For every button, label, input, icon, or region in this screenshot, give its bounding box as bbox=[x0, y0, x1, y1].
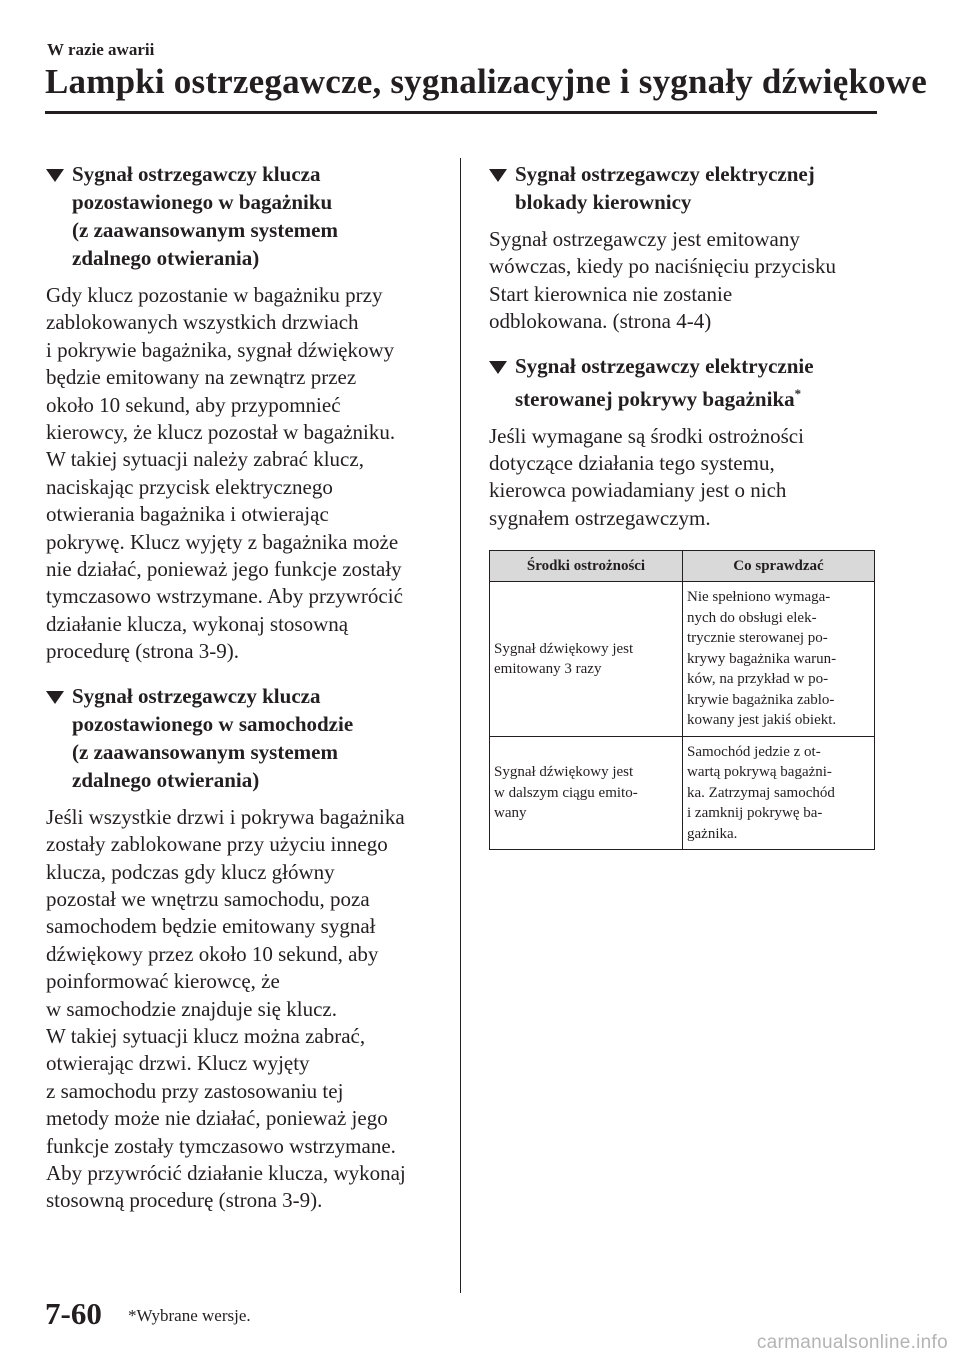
table-cell bbox=[490, 582, 683, 737]
cell-line: wartą pokrywą bagażni- bbox=[687, 764, 832, 781]
cell-line: Sygnał dźwiękowy jest bbox=[494, 764, 634, 781]
text-line: naciskając przycisk elektrycznego bbox=[46, 474, 333, 499]
text-line: dotyczące działania tego systemu, bbox=[489, 451, 775, 476]
cell-line: nych do obsługi elek- bbox=[687, 609, 817, 626]
text-line: Jeśli wszystkie drzwi i pokrywa bagażnika bbox=[46, 804, 405, 829]
heading-line: (z zaawansowanym systemem bbox=[72, 739, 338, 764]
cell-line: w dalszym ciągu emito- bbox=[494, 784, 638, 801]
table-row bbox=[490, 582, 875, 737]
cell-line: ków, na przykład w po- bbox=[687, 671, 829, 688]
text-line: pokrywę. Klucz wyjęty z bagażnika może bbox=[46, 529, 399, 554]
heading-power-liftgate bbox=[489, 352, 879, 413]
text-line: stosowną procedurę (strona 3-9). bbox=[46, 1188, 323, 1213]
text-line: kierowcy, że klucz pozostał w bagażniku. bbox=[46, 420, 396, 445]
heading-key-in-vehicle bbox=[46, 682, 441, 794]
paragraph-key-in-vehicle bbox=[46, 804, 441, 1215]
heading-line: Sygnał ostrzegawczy klucza bbox=[72, 162, 321, 186]
text-line: W takiej sytuacji klucz można zabrać, bbox=[46, 1023, 366, 1048]
text-line: Aby przywrócić działanie klucza, wykonaj bbox=[46, 1160, 406, 1185]
text-line: otwierania bagażnika i otwierając bbox=[46, 502, 329, 527]
page-number: 7-60 bbox=[45, 1296, 102, 1331]
text-line: będzie emitowany na zewnątrz przez bbox=[46, 365, 357, 390]
text-line: wówczas, kiedy po naciśnięciu przycisku bbox=[489, 254, 836, 279]
footnote: *Wybrane wersje. bbox=[128, 1306, 251, 1325]
heading-line: (z zaawansowanym systemem bbox=[72, 218, 338, 242]
table-row bbox=[490, 736, 875, 850]
text-line: Gdy klucz pozostanie w bagażniku przy bbox=[46, 283, 383, 307]
text-line: działanie klucza, wykonaj stosowną bbox=[46, 611, 349, 636]
column-header: Środki ostrożności bbox=[490, 551, 683, 582]
title-rule bbox=[45, 111, 877, 114]
heading-line: zdalnego otwierania) bbox=[72, 767, 260, 792]
text-line: w samochodzie znajduje się klucz. bbox=[46, 996, 337, 1021]
heading-line bbox=[515, 380, 879, 413]
text-line: tymczasowo wstrzymane. Aby przywrócić bbox=[46, 584, 403, 609]
cell-line: gażnika. bbox=[687, 825, 738, 842]
triangle-bullet-icon bbox=[46, 169, 64, 182]
table-cell bbox=[683, 582, 875, 737]
heading-line-text: sterowanej pokrywy bagażnika bbox=[515, 386, 795, 411]
section-label: W razie awarii bbox=[47, 40, 155, 59]
column-divider bbox=[460, 158, 461, 1293]
text-line: około 10 sekund, aby przypomnieć bbox=[46, 392, 341, 417]
text-line: zablokowanych wszystkich drzwiach bbox=[46, 310, 359, 335]
watermark: carmanualsonline.info bbox=[756, 1332, 948, 1353]
cell-line: emitowany 3 razy bbox=[494, 661, 602, 677]
text-line: metody może nie działać, ponieważ jego bbox=[46, 1106, 388, 1131]
cell-line: wany bbox=[494, 805, 527, 822]
left-column bbox=[46, 160, 441, 1215]
table-cell bbox=[490, 736, 683, 850]
text-line: procedurę (strona 3-9). bbox=[46, 639, 239, 664]
triangle-bullet-icon bbox=[489, 169, 507, 182]
heading-line: pozostawionego w bagażniku bbox=[72, 190, 333, 214]
paragraph-power-liftgate bbox=[489, 423, 879, 533]
heading-line: pozostawionego w samochodzie bbox=[72, 711, 354, 736]
precautions-table bbox=[489, 550, 875, 850]
text-line: dźwiękowy przez około 10 sekund, aby bbox=[46, 941, 379, 966]
text-line: Sygnał ostrzegawczy jest emitowany bbox=[489, 227, 800, 251]
text-line: nie działać, ponieważ jego funkcje zostały bbox=[46, 557, 402, 582]
cell-line: ka. Zatrzymaj samochód bbox=[687, 784, 835, 801]
heading-steering-lock bbox=[489, 160, 879, 216]
heading-line: zdalnego otwierania) bbox=[72, 246, 260, 270]
text-line: otwierając drzwi. Klucz wyjęty bbox=[46, 1051, 310, 1076]
cell-line: i zamknij pokrywę ba- bbox=[687, 805, 823, 822]
heading-line: Sygnał ostrzegawczy elektrycznie bbox=[515, 353, 814, 378]
heading-line: Sygnał ostrzegawczy elektrycznej bbox=[515, 162, 815, 186]
text-line: Start kierownica nie zostanie bbox=[489, 281, 733, 306]
text-line: klucza, podczas gdy klucz główny bbox=[46, 859, 335, 884]
text-line: odblokowana. (strona 4-4) bbox=[489, 309, 712, 334]
text-line: i pokrywie bagażnika, sygnał dźwiękowy bbox=[46, 337, 395, 362]
right-column bbox=[489, 160, 879, 850]
cell-line: Samochód jedzie z ot- bbox=[687, 743, 821, 760]
table-header-row bbox=[490, 551, 875, 582]
table-cell bbox=[683, 736, 875, 850]
cell-line: Sygnał dźwiękowy jest bbox=[494, 640, 634, 657]
column-header: Co sprawdzać bbox=[683, 551, 875, 582]
text-line: W takiej sytuacji należy zabrać klucz, bbox=[46, 447, 364, 472]
text-line: zostały zablokowane przy użyciu innego bbox=[46, 832, 388, 857]
text-line: poinformować kierowcę, że bbox=[46, 969, 280, 994]
heading-line: blokady kierownicy bbox=[515, 190, 692, 214]
text-line: Jeśli wymagane są środki ostrożności bbox=[489, 423, 804, 448]
optional-equipment-mark: * bbox=[794, 385, 802, 401]
paragraph-key-in-trunk bbox=[46, 282, 441, 666]
heading-line: Sygnał ostrzegawczy klucza bbox=[72, 683, 321, 708]
cell-line: krywie bagażnika zablo- bbox=[687, 691, 835, 708]
cell-line: krywy bagażnika warun- bbox=[687, 650, 837, 667]
triangle-bullet-icon bbox=[46, 691, 64, 704]
text-line: funkcje zostały tymczasowo wstrzymane. bbox=[46, 1133, 396, 1158]
text-line: samochodem będzie emitowany sygnał bbox=[46, 914, 376, 939]
heading-key-in-trunk bbox=[46, 160, 441, 272]
cell-line: kowany jest jakiś obiekt. bbox=[687, 712, 837, 729]
cell-line: trycznie sterowanej po- bbox=[687, 630, 828, 647]
paragraph-steering-lock bbox=[489, 226, 879, 336]
text-line: sygnałem ostrzegawczym. bbox=[489, 505, 711, 530]
triangle-bullet-icon bbox=[489, 361, 507, 374]
text-line: kierowca powiadamiany jest o nich bbox=[489, 478, 787, 503]
text-line: z samochodu przy zastosowaniu tej bbox=[46, 1078, 344, 1103]
cell-line: Nie spełniono wymaga- bbox=[687, 589, 831, 606]
text-line: pozostał we wnętrzu samochodu, poza bbox=[46, 886, 370, 911]
page-title: Lampki ostrzegawcze, sygnalizacyjne i sygnały dźwiękowe bbox=[45, 62, 928, 101]
